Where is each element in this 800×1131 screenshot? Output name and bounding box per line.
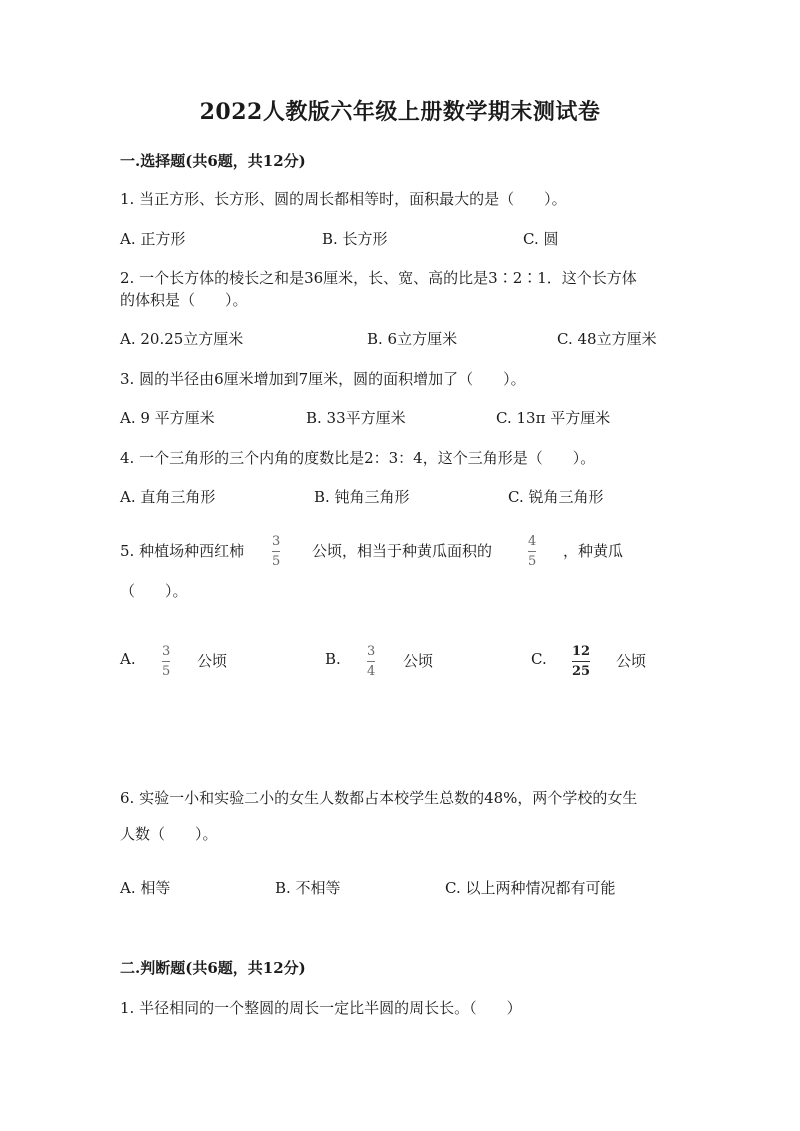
question-2-text-line1: 2. 一个长方体的棱长之和是36厘米，长、宽、高的比是3∶2∶1．这个长方体 <box>120 269 637 287</box>
question-2-option-a: A. 20.25立方厘米 <box>120 330 244 348</box>
page-title: 2022人教版六年级上册数学期末测试卷 <box>199 99 601 125</box>
question-2-option-b: B. 6立方厘米 <box>367 330 458 348</box>
tf-question-1-text: 1. 半径相同的一个整圆的周长一定比半圆的周长长。（ ） <box>120 999 522 1017</box>
question-6-option-a: A. 相等 <box>120 879 171 897</box>
fraction-bar <box>528 551 536 552</box>
question-2-text-line2: 的体积是（ ）。 <box>120 291 248 309</box>
fraction-denominator: 5 <box>162 664 171 679</box>
question-5-text-part1: 5. 种植场种西红柿 <box>120 542 245 560</box>
question-5-option-c-fraction <box>572 645 590 678</box>
question-4-text: 4. 一个三角形的三个内角的度数比是2：3：4，这个三角形是（ ）。 <box>120 449 596 467</box>
fraction-numerator: 12 <box>572 644 591 659</box>
question-6-text-line1: 6. 实验一小和实验二小的女生人数都占本校学生总数的48%，两个学校的女生 <box>120 789 638 807</box>
question-5-option-c-label: C. <box>531 650 547 668</box>
question-1-option-c: C. 圆 <box>523 230 559 248</box>
question-5-text-part3: ，种黄瓜 <box>563 542 624 560</box>
question-5-option-b-label: B. <box>325 650 341 668</box>
fraction-denominator: 25 <box>572 664 591 679</box>
question-5-option-b-unit: 公顷 <box>403 652 434 670</box>
question-3-option-b: B. 33平方厘米 <box>306 409 406 427</box>
fraction-denominator: 5 <box>272 554 281 569</box>
question-5-fraction-cucumber <box>528 535 536 568</box>
section-header-true-false: 二.判断题(共6题，共12分) <box>120 959 306 977</box>
question-5-option-a-fraction <box>162 645 170 678</box>
question-1-text: 1. 当正方形、长方形、圆的周长都相等时，面积最大的是（ ）。 <box>120 190 567 208</box>
question-6-text-line2: 人数（ ）。 <box>120 825 218 843</box>
fraction-bar <box>367 661 375 662</box>
section-header-multiple-choice: 一.选择题(共6题，共12分) <box>120 152 306 170</box>
fraction-numerator: 3 <box>272 534 281 549</box>
question-2-option-c: C. 48立方厘米 <box>557 330 657 348</box>
question-4-option-c: C. 锐角三角形 <box>508 488 604 506</box>
question-5-fraction-tomato <box>272 535 280 568</box>
question-5-option-a-label: A. <box>120 650 136 668</box>
question-5-option-c-unit: 公顷 <box>616 652 647 670</box>
question-6-option-c: C. 以上两种情况都有可能 <box>445 879 616 897</box>
question-4-option-b: B. 钝角三角形 <box>314 488 410 506</box>
question-1-option-a: A. 正方形 <box>120 230 186 248</box>
question-3-option-a: A. 9 平方厘米 <box>120 409 215 427</box>
question-3-text: 3. 圆的半径由6厘米增加到7厘米，圆的面积增加了（ ）。 <box>120 370 526 388</box>
fraction-numerator: 3 <box>367 644 376 659</box>
fraction-bar <box>572 661 590 662</box>
fraction-numerator: 4 <box>528 534 537 549</box>
question-5-option-b-fraction <box>367 645 375 678</box>
fraction-bar <box>162 661 170 662</box>
question-4-option-a: A. 直角三角形 <box>120 488 216 506</box>
question-6-option-b: B. 不相等 <box>275 879 341 897</box>
question-3-option-c: C. 13π 平方厘米 <box>496 409 611 427</box>
fraction-numerator: 3 <box>162 644 171 659</box>
fraction-bar <box>272 551 280 552</box>
question-5-option-a-unit: 公顷 <box>197 652 228 670</box>
fraction-denominator: 5 <box>528 554 537 569</box>
fraction-denominator: 4 <box>367 664 376 679</box>
question-5-text-line2: （ ）。 <box>120 582 188 600</box>
question-5-text-part2: 公顷，相当于种黄瓜面积的 <box>312 542 493 560</box>
question-1-option-b: B. 长方形 <box>322 230 388 248</box>
